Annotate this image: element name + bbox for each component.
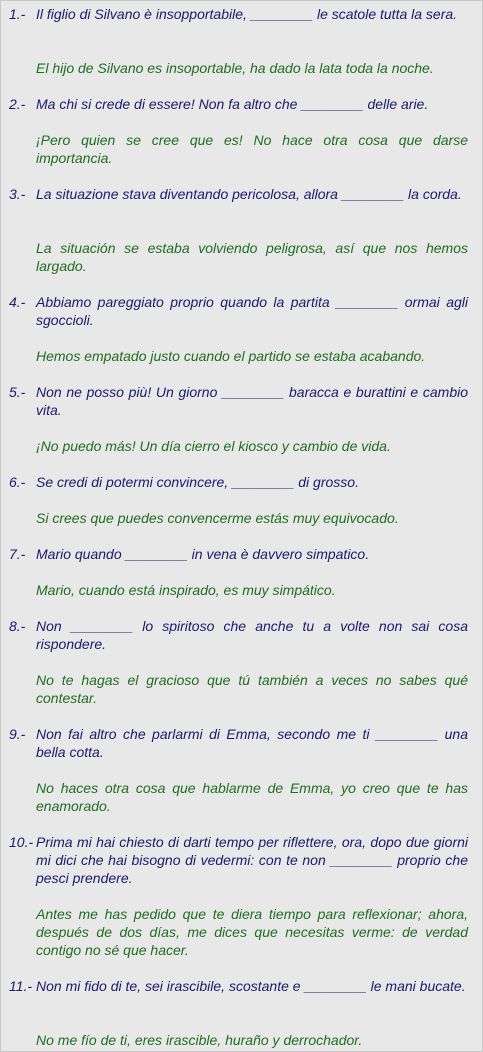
- italian-sentence: La situazione stava diventando pericolosa, allora ________ la corda.: [36, 186, 462, 202]
- italian-sentence: Non mi fido di te, sei irascibile, scostante e ________ le mani bucate.: [36, 978, 466, 994]
- italian-sentence: Mario quando ________ in vena è davvero simpatico.: [36, 546, 370, 562]
- italian-sentence: Se credi di potermi convincere, ________ di grosso.: [36, 474, 359, 490]
- spanish-translation: Si crees que puedes convencerme estás muy equivocado.: [36, 510, 399, 526]
- spanish-translation: No me fío de ti, eres irascible, huraño y derrochador.: [36, 1032, 363, 1048]
- item-number: 10.-: [9, 834, 34, 850]
- item-number: 2.-: [9, 96, 26, 112]
- spanish-translation: Mario, cuando está inspirado, es muy simpático.: [36, 582, 336, 598]
- italian-sentence: Ma chi si crede di essere! Non fa altro che ________ delle arie.: [36, 96, 429, 112]
- item-number: 7.-: [9, 546, 26, 562]
- item-number: 11.-: [9, 978, 33, 994]
- item-number: 3.-: [9, 186, 26, 202]
- spanish-translation: La situación se estaba volviendo peligrosa, así que nos hemos largado.: [36, 240, 468, 274]
- spanish-translation: El hijo de Silvano es insoportable, ha dado la lata toda la noche.: [36, 60, 434, 76]
- spanish-translation: No te hagas el gracioso que tú también a veces no sabes qué contestar.: [36, 672, 468, 706]
- spanish-translation: No haces otra cosa que hablarme de Emma, yo creo que te has enamorado.: [36, 780, 468, 814]
- item-number: 5.-: [9, 384, 26, 400]
- italian-sentence: Non ne posso più! Un giorno ________ baracca e burattini e cambio vita.: [36, 384, 468, 418]
- item-number: 9.-: [9, 726, 26, 742]
- spanish-translation: Antes me has pedido que te diera tiempo para reflexionar; ahora, después de dos días, me dices que necesitas verme: de verdad contigo no sé que hacer.: [36, 906, 468, 958]
- italian-sentence: Il figlio di Silvano è insopportabile, ________ le scatole tutta la sera.: [36, 6, 458, 22]
- spanish-translation: Hemos empatado justo cuando el partido se estaba acabando.: [36, 348, 426, 364]
- spanish-translation: ¡Pero quien se cree que es! No hace otra cosa que darse importancia.: [36, 132, 468, 166]
- italian-sentence: Non ________ lo spiritoso che anche tu a volte non sai cosa rispondere.: [36, 618, 468, 652]
- item-number: 6.-: [9, 474, 26, 490]
- item-number: 4.-: [9, 294, 26, 310]
- item-number: 1.-: [9, 6, 26, 22]
- item-number: 8.-: [9, 618, 26, 634]
- italian-sentence: Non fai altro che parlarmi di Emma, secondo me ti ________ una bella cotta.: [36, 726, 468, 760]
- italian-sentence: Prima mi hai chiesto di darti tempo per riflettere, ora, dopo due giorni mi dici che hai bisogno di vedermi: con te non ________ proprio che pesci prendere.: [36, 834, 468, 886]
- spanish-translation: ¡No puedo más! Un día cierro el kiosco y cambio de vida.: [36, 438, 391, 454]
- italian-sentence: Abbiamo pareggiato proprio quando la partita ________ ormai agli sgoccioli.: [36, 294, 468, 328]
